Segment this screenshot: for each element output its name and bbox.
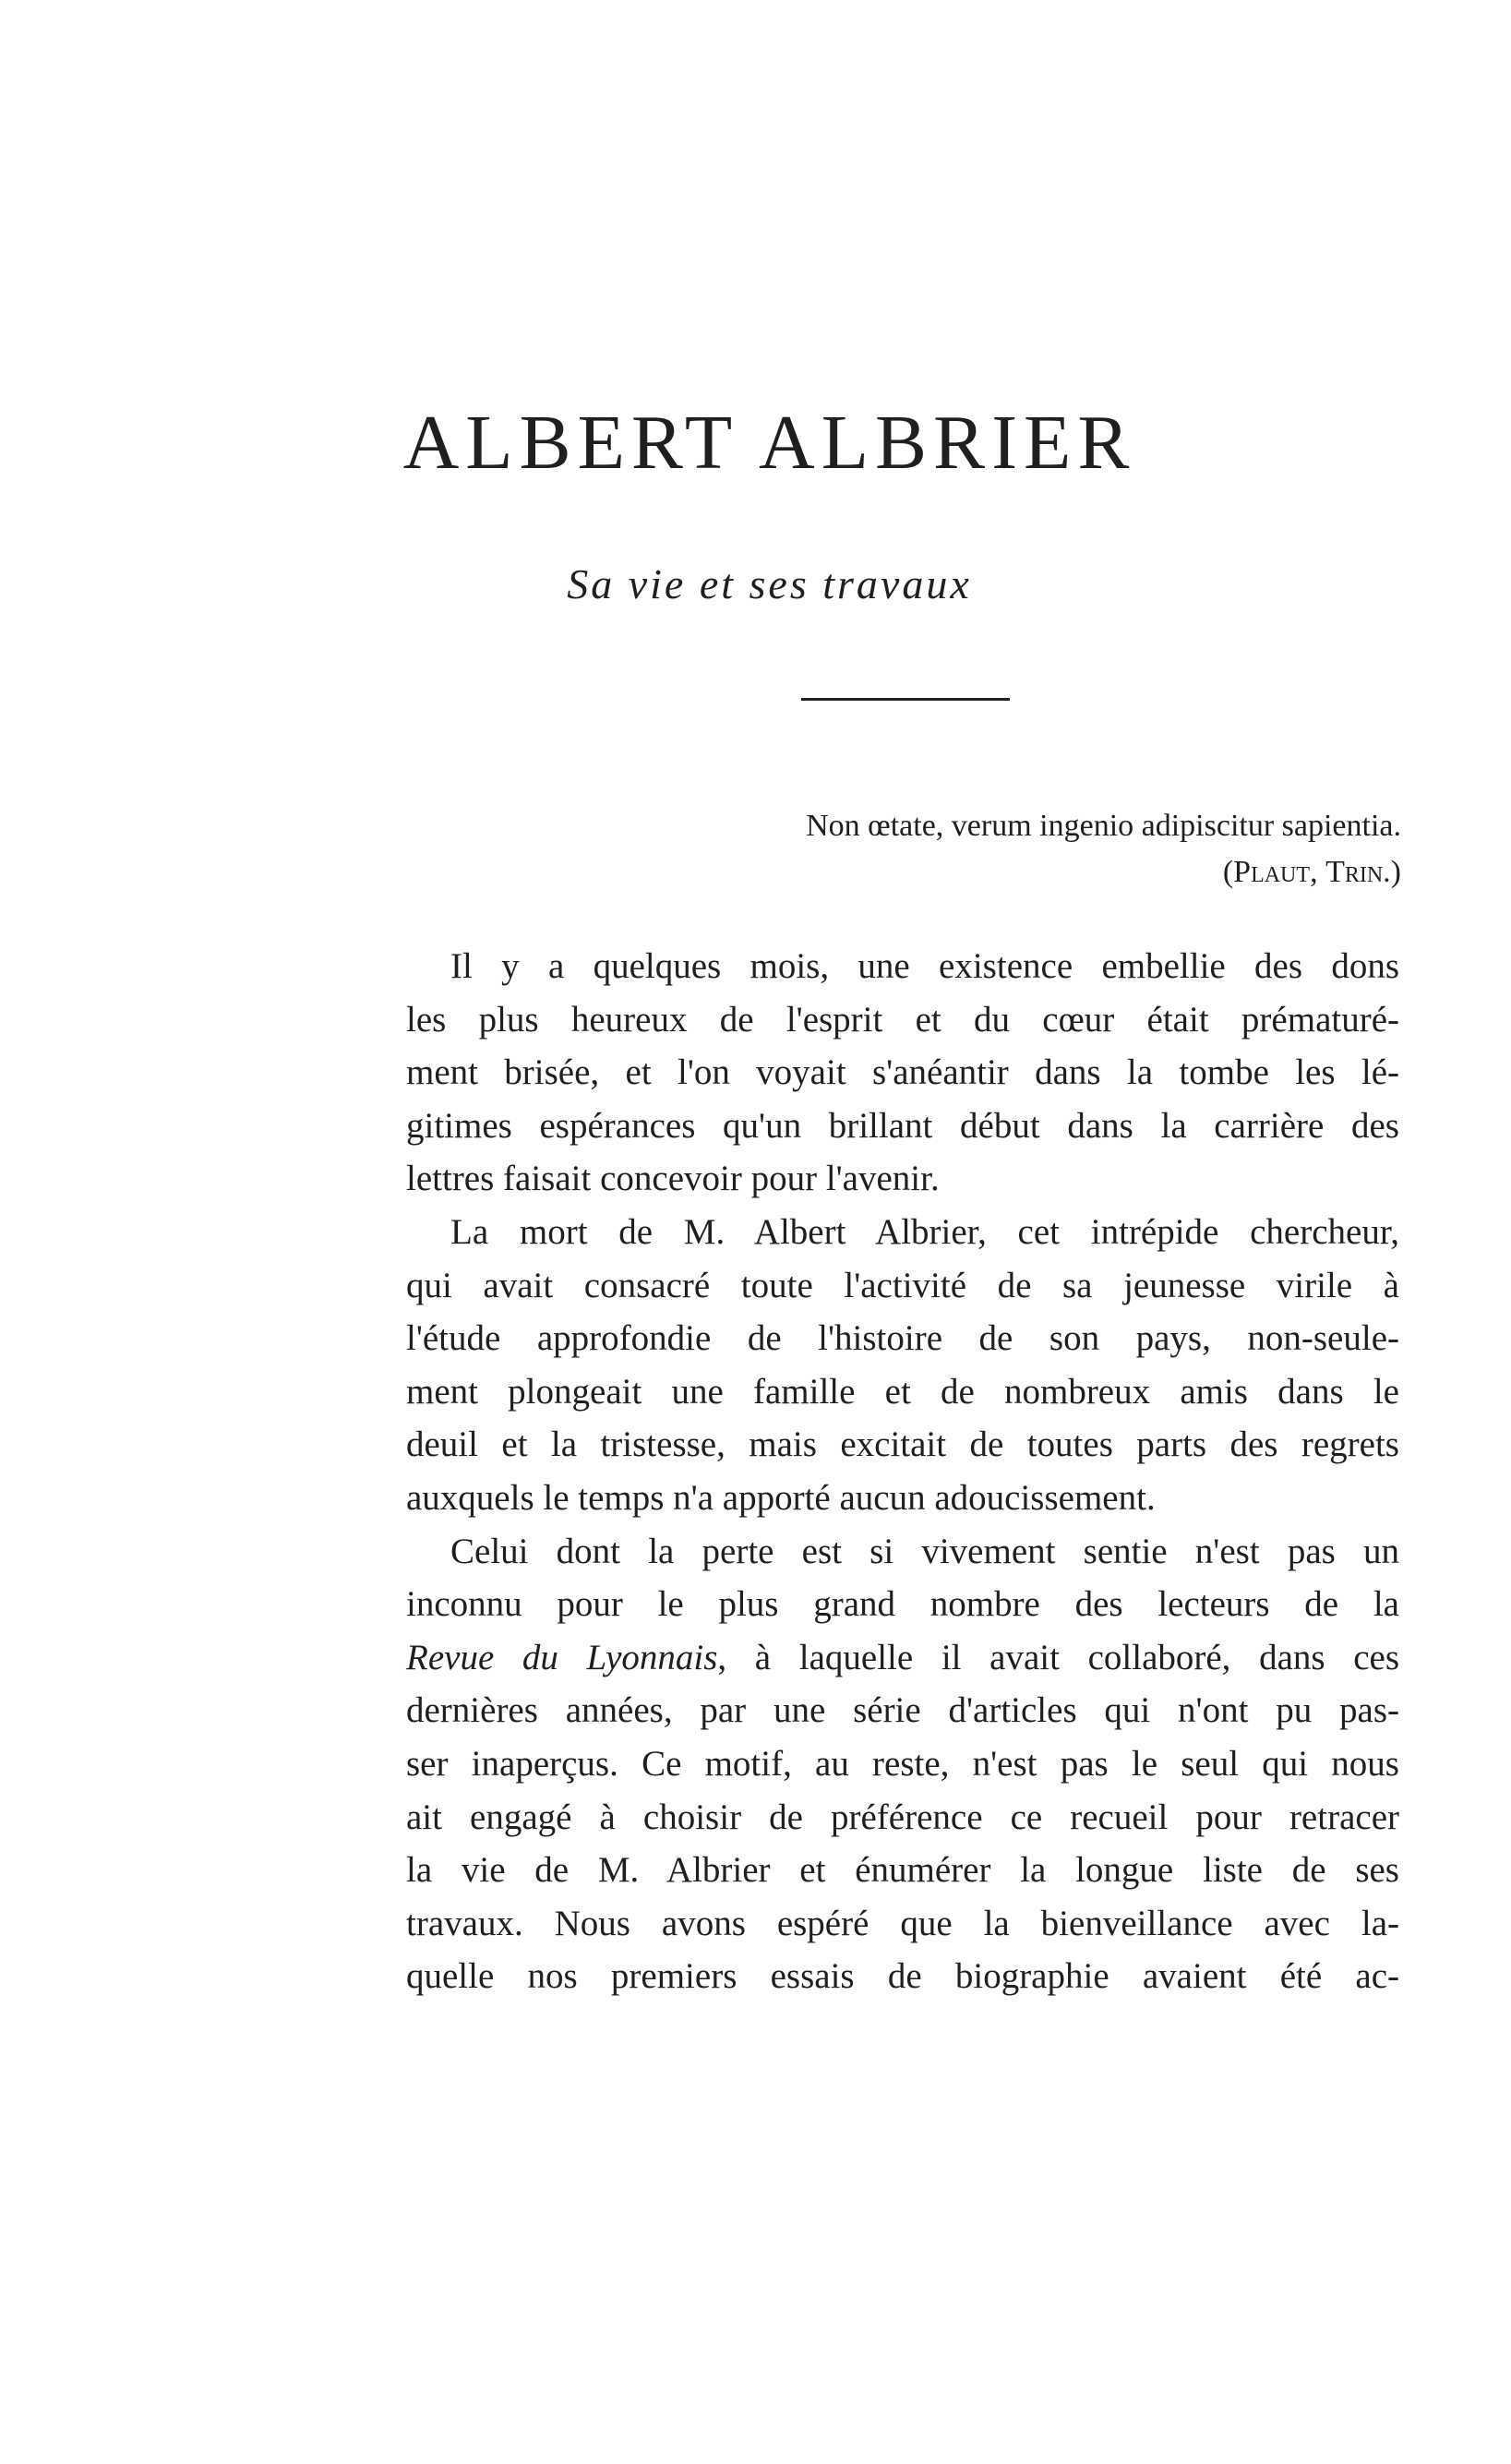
text-line: La mort de M. Albert Albrier, cet intrépide chercheur, [450, 1211, 1399, 1252]
text-line: travaux. Nous avons espéré que la bienveillance avec la- [406, 1903, 1399, 1943]
text-line: deuil et la tristesse, mais excitait de toutes parts des regrets [406, 1424, 1399, 1465]
text-line: ment plongeait une famille et de nombreux amis dans le [406, 1371, 1399, 1412]
text-line: ment brisée, et l'on voyait s'anéantir dans la tombe les lé- [406, 1052, 1399, 1093]
epigraph-source-author: Plaut [1233, 855, 1311, 889]
page-title: ALBERT ALBRIER [402, 400, 1136, 486]
text-line: l'étude approfondie de l'histoire de son pays, non-seule- [406, 1318, 1399, 1359]
body-text [406, 940, 1399, 2003]
title-divider [801, 698, 1010, 701]
text-line: auxquels le temps n'a apporté aucun adoucissement. [406, 1477, 1156, 1518]
text-line: gitimes espérances qu'un brillant début dans la carrière des [406, 1105, 1399, 1146]
journal-title: Revue du Lyonnais [406, 1637, 718, 1677]
text-line: qui avait consacré toute l'activité de sa jeunesse virile à [406, 1265, 1399, 1305]
text-line: quelle nos premiers essais de biographie avaient été ac- [406, 1956, 1399, 1997]
text-line: ait engagé à choisir de préférence ce recueil pour retracer [406, 1797, 1399, 1837]
text-line: dernières années, par une série d'articles qui n'ont pu pas- [406, 1690, 1399, 1731]
epigraph [646, 803, 1401, 895]
text-line: la vie de M. Albrier et énumérer la longue liste de ses [406, 1850, 1399, 1891]
text-line: ser inaperçus. Ce motif, au reste, n'est pas le seul qui nous [406, 1743, 1399, 1784]
text-line-revue [406, 1631, 1399, 1685]
epigraph-source [646, 849, 1401, 895]
epigraph-source-open: ( [1222, 855, 1234, 889]
epigraph-source-close: .) [1383, 855, 1401, 889]
text-line-rest: , à laquelle il avait collaboré, dans ces [717, 1637, 1399, 1677]
epigraph-source-work: Trin [1325, 855, 1384, 889]
epigraph-quote: Non œtate, verum ingenio adipiscitur sapientia. [806, 809, 1401, 843]
text-line: lettres faisait concevoir pour l'avenir. [406, 1159, 940, 1199]
text-line: inconnu pour le plus grand nombre des lecteurs de la [406, 1584, 1399, 1625]
epigraph-source-sep: , [1310, 855, 1326, 889]
page-subtitle: Sa vie et ses travaux [567, 560, 972, 607]
text-line: Il y a quelques mois, une existence embellie des dons [450, 946, 1399, 986]
text-line: Celui dont la perte est si vivement sentie n'est pas un [450, 1531, 1399, 1571]
text-line: les plus heureux de l'esprit et du cœur était prématuré- [406, 999, 1399, 1040]
